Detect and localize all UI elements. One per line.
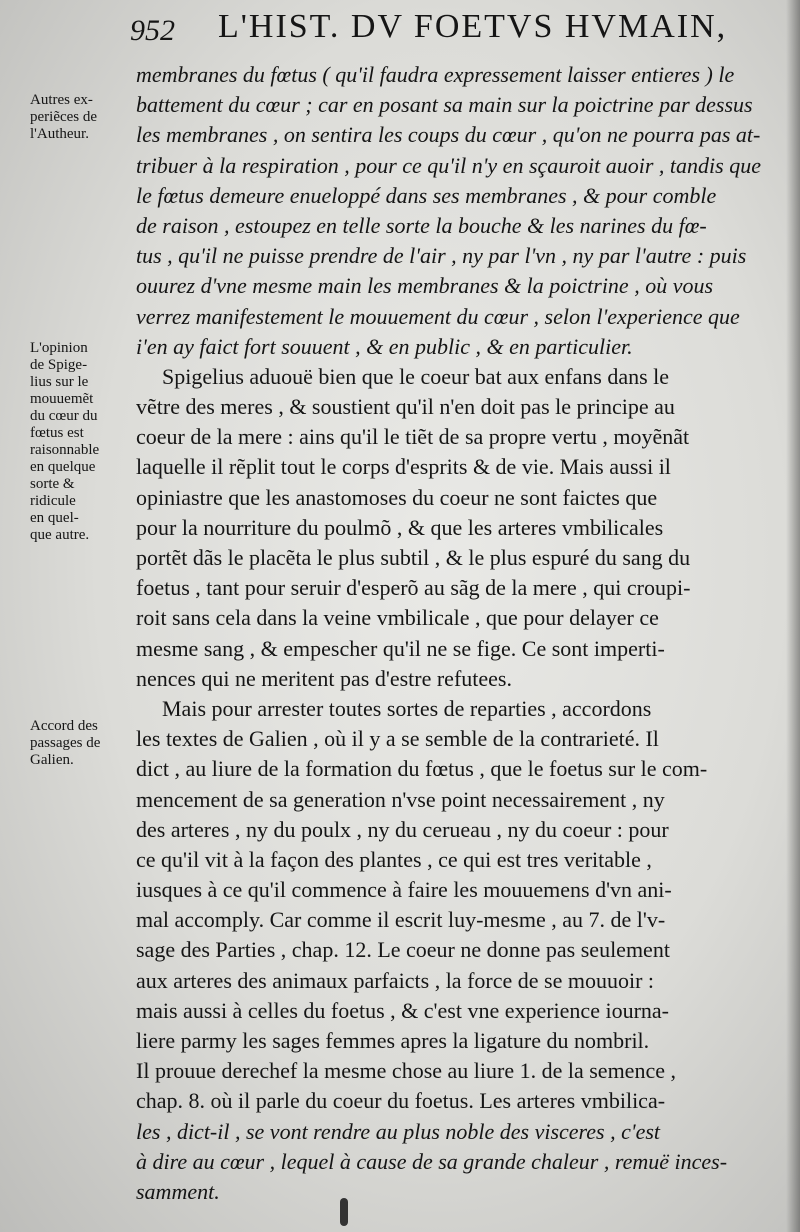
text-line: pour la nourriture du poulmõ , & que les arteres vmbilicales — [136, 514, 664, 540]
margin-note-line: ridicule — [30, 493, 76, 509]
page-edge-shadow — [786, 0, 800, 1232]
body-text — [136, 60, 788, 1207]
margin-note-line: fœtus est — [30, 425, 84, 441]
text-line: mais aussi à celles du foetus , & c'est vne experience iourna- — [136, 997, 669, 1023]
margin-note-line: mouuemẽt — [30, 391, 94, 407]
text-line: coeur de la mere : ains qu'il le tiẽt de sa propre vertu , moyẽnãt — [136, 424, 690, 450]
printer-ornament — [340, 1198, 348, 1226]
text-line: samment. — [136, 1178, 220, 1204]
text-line: tus , qu'il ne puisse prendre de l'air , ny par l'vn , ny par l'autre : puis — [136, 243, 747, 269]
margin-notes — [0, 0, 132, 1232]
margin-note-line: periẽces de — [30, 109, 98, 125]
text-line: mencement de sa generation n'vse point necessairement , ny — [136, 786, 665, 812]
margin-note-line: en quelque — [30, 459, 96, 475]
text-line: battement du cœur ; car en posant sa main sur la poictrine par dessus — [136, 92, 753, 118]
text-line: ce qu'il vit à la façon des plantes , ce qui est tres veritable , — [136, 846, 652, 872]
margin-note-line: L'opinion — [30, 340, 88, 356]
text-line: i'en ay faict fort souuent , & en public , & en particulier. — [136, 333, 633, 359]
margin-note-line: du cœur du — [30, 408, 98, 424]
text-line: les , dict-il , se vont rendre au plus noble des visceres , c'est — [136, 1118, 661, 1144]
margin-note-line: passages de — [30, 735, 101, 751]
text-line: sage des Parties , chap. 12. Le coeur ne donne pas seulement — [136, 937, 670, 963]
text-line: les membranes , on sentira les coups du cœur , qu'on ne pourra pas at- — [136, 122, 761, 148]
text-line: vẽtre des meres , & soustient qu'il n'en doit pas le principe au — [136, 394, 675, 420]
text-line: roit sans cela dans la veine vmbilicale , que pour delayer ce — [136, 605, 659, 631]
margin-note-line: l'Autheur. — [30, 126, 89, 142]
running-title: L'HIST. DV FOETVS HVMAIN, — [218, 8, 728, 45]
text-line: Spigelius aduouë bien que le coeur bat aux enfans dans le — [162, 363, 670, 389]
page-number: 952 — [130, 14, 175, 47]
text-line: Mais pour arrester toutes sortes de reparties , accordons — [162, 695, 652, 721]
margin-note-line: sorte & — [30, 476, 75, 492]
margin-note-line: Galien. — [30, 752, 74, 768]
margin-note-line: raisonnable — [30, 442, 100, 458]
text-line: nences qui ne meritent pas d'estre refutees. — [136, 665, 512, 691]
text-line: laquelle il rẽplit tout le corps d'esprits & de vie. Mais aussi il — [136, 454, 671, 480]
margin-note-galien — [30, 718, 134, 769]
text-line: des arteres , ny du poulx , ny du cerueau , ny du coeur : pour — [136, 816, 669, 842]
text-line: dict , au liure de la formation du fœtus , que le foetus sur le com- — [136, 756, 708, 782]
text-line: iusques à ce qu'il commence à faire les mouuemens d'vn ani- — [136, 877, 672, 903]
margin-note-line: que autre. — [30, 527, 90, 543]
text-line: tribuer à la respiration , pour ce qu'il n'y en sçauroit auoir , tandis que — [136, 152, 761, 178]
text-line: ouurez d'vne mesme main les membranes & la poictrine , où vous — [136, 273, 714, 299]
text-line: liere parmy les sages femmes apres la ligature du nombril. — [136, 1028, 650, 1053]
text-line: membranes du fœtus ( qu'il faudra expressement laisser entieres ) le — [136, 62, 735, 87]
text-line: de raison , estoupez en telle sorte la bouche & les narines du fœ- — [136, 212, 707, 238]
text-line: chap. 8. où il parle du coeur du foetus. Les arteres vmbilica- — [136, 1088, 666, 1114]
margin-note-spigelius — [30, 340, 134, 544]
text-line: à dire au cœur , lequel à cause de sa grande chaleur , remuë inces- — [136, 1148, 728, 1174]
margin-note-line: Accord des — [30, 718, 98, 734]
text-line: les textes de Galien , où il y a se semble de la contrarieté. Il — [136, 726, 659, 752]
text-line: opiniastre que les anastomoses du coeur ne sont faictes que — [136, 484, 658, 510]
margin-note-line: lius sur le — [30, 374, 89, 390]
text-line: le fœtus demeure enueloppé dans ses membranes , & pour comble — [136, 182, 717, 208]
text-line: mal accomply. Car comme il escrit luy-mesme , au 7. de l'v- — [136, 907, 666, 933]
text-line: Il prouue derechef la mesme chose au liure 1. de la semence , — [136, 1058, 676, 1084]
text-line: foetus , tant pour seruir d'esperõ au sãg de la mere , qui croupi- — [136, 575, 691, 601]
text-line: portẽt dãs le placẽta le plus subtil , & le plus espuré du sang du — [136, 545, 691, 570]
margin-note-line: en quel- — [30, 510, 79, 526]
margin-note-line: de Spige- — [30, 357, 88, 373]
text-line: aux arteres des animaux parfaicts , la force de se mouuoir : — [136, 967, 655, 993]
margin-note-experiences — [30, 92, 134, 143]
text-line: verrez manifestement le mouuement du cœur , selon l'experience que — [136, 303, 740, 329]
page-header — [130, 8, 790, 56]
text-line: mesme sang , & empescher qu'il ne se fige. Ce sont imperti- — [136, 635, 665, 661]
margin-note-line: Autres ex- — [30, 92, 93, 108]
